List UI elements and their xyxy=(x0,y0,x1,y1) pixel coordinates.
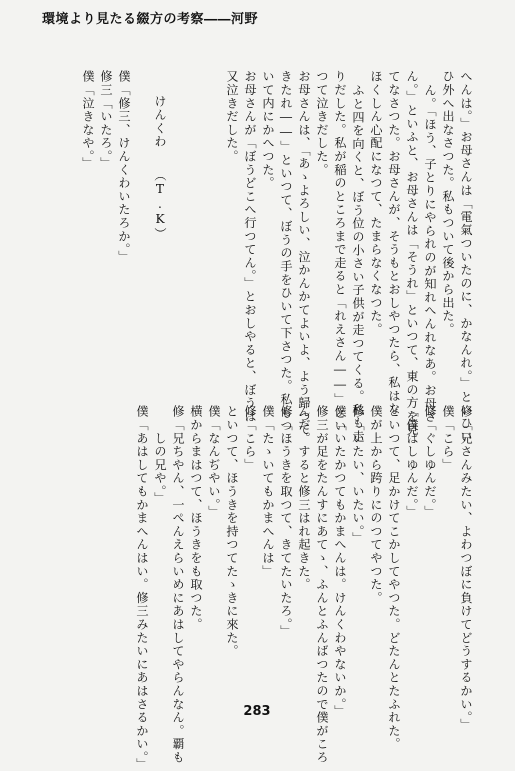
text-column: いて内にかへつた。 xyxy=(261,70,275,190)
text-column: つて泣きだした。 xyxy=(315,70,329,177)
text-column: ほくしん心配になつて、たまらなくなつた。 xyxy=(369,70,383,336)
text-column: ん。」といふと、お母さんは「そうれ」といつて、東の方を見 xyxy=(405,70,419,437)
text-column: 修「いたい、いたい。」 xyxy=(351,405,365,546)
text-column: お母さんが「ぼうどこへ行つてん。」とおしやると、ぼうは xyxy=(243,70,257,423)
page-number: 283 xyxy=(243,704,271,719)
text-column: んだ。すると修三はれ起きた。 xyxy=(297,405,311,592)
text-column: 修「ほうきを取つて、きてたいたろ。」 xyxy=(279,405,293,639)
story-title: けんくわ （T.K） xyxy=(153,95,167,241)
text-column: りだした。私が稲のところまで走ると「れえさん――」とい xyxy=(333,70,347,433)
text-column: 横からまはつて、ほうきをも取つた。 xyxy=(189,405,203,632)
text-column: 修「こら」 xyxy=(243,405,257,472)
text-column: 修「兄ちやん、一ぺんえらいめにあはしてやらんなん。覇も xyxy=(171,405,185,765)
text-column: 僕「たゝいてもかまへんは」 xyxy=(261,405,275,578)
text-column: 僕「こら」 xyxy=(441,405,455,472)
text-column: ふと四を向くと、ぼう位の小さい子供が走つてくる。私も走 xyxy=(351,84,365,444)
text-column: 僕「泣きなや。」 xyxy=(81,70,95,171)
text-column: 修「ぐしゆんだ。」 xyxy=(423,405,437,519)
text-column: 僕「修三、けんくわいたろか。」 xyxy=(117,70,131,264)
text-column: 又泣きだした。 xyxy=(225,70,239,164)
text-column: ん。「ほう、子とりにやられのが知れへんれなあ。お母さ xyxy=(423,84,437,424)
text-column: 僕「あはしてもかまへんはい。修三みたいにあはさるかい。」 xyxy=(135,405,149,771)
text-column: てなさつた。お母さんが、そうもとおしやつたら、私はな xyxy=(387,70,401,416)
text-column: 「僕はしゆんだ。」 xyxy=(405,405,419,519)
text-column: といつて、ほうきを持つてたゝきに來た。 xyxy=(225,405,239,658)
text-column: 修三「いたろ。」 xyxy=(99,70,113,171)
text-column: 僕「なんぢやい。」 xyxy=(207,405,221,519)
text-column: 修「兄さんみたい、よわつぼに負けてどうするかい。」 xyxy=(459,405,473,732)
text-column: お母さんは、「あゝよろしい、泣かんかてよいよ、よう歸つて xyxy=(297,70,311,437)
text-column: へんは。」お母さんは「電氣ついたのに、かなんれ。」といひい xyxy=(459,70,473,444)
running-header: 環境より見たる綴方の考察――河野 xyxy=(42,12,259,27)
text-column: しの兄や。」 xyxy=(153,405,167,506)
text-column: 僕が上から跨りにのつてやつた。 xyxy=(369,405,383,605)
text-column: 僕「いたかつてもかまへんは。けんくわやないか。」 xyxy=(333,405,347,719)
text-column: きたれ――」といつて、ぼうの手をひいて下さつた。私もつ xyxy=(279,70,293,433)
text-column: ひ外へ出なさつた。私もついて後から出た。 xyxy=(441,70,455,336)
text-column: といつて、足かけてこかしてやつた。どたんとたふれた。 xyxy=(387,405,401,751)
text-column: 修三が足をたんすにあてゝ、ふんとふんばつたので僕がころ xyxy=(315,405,329,765)
